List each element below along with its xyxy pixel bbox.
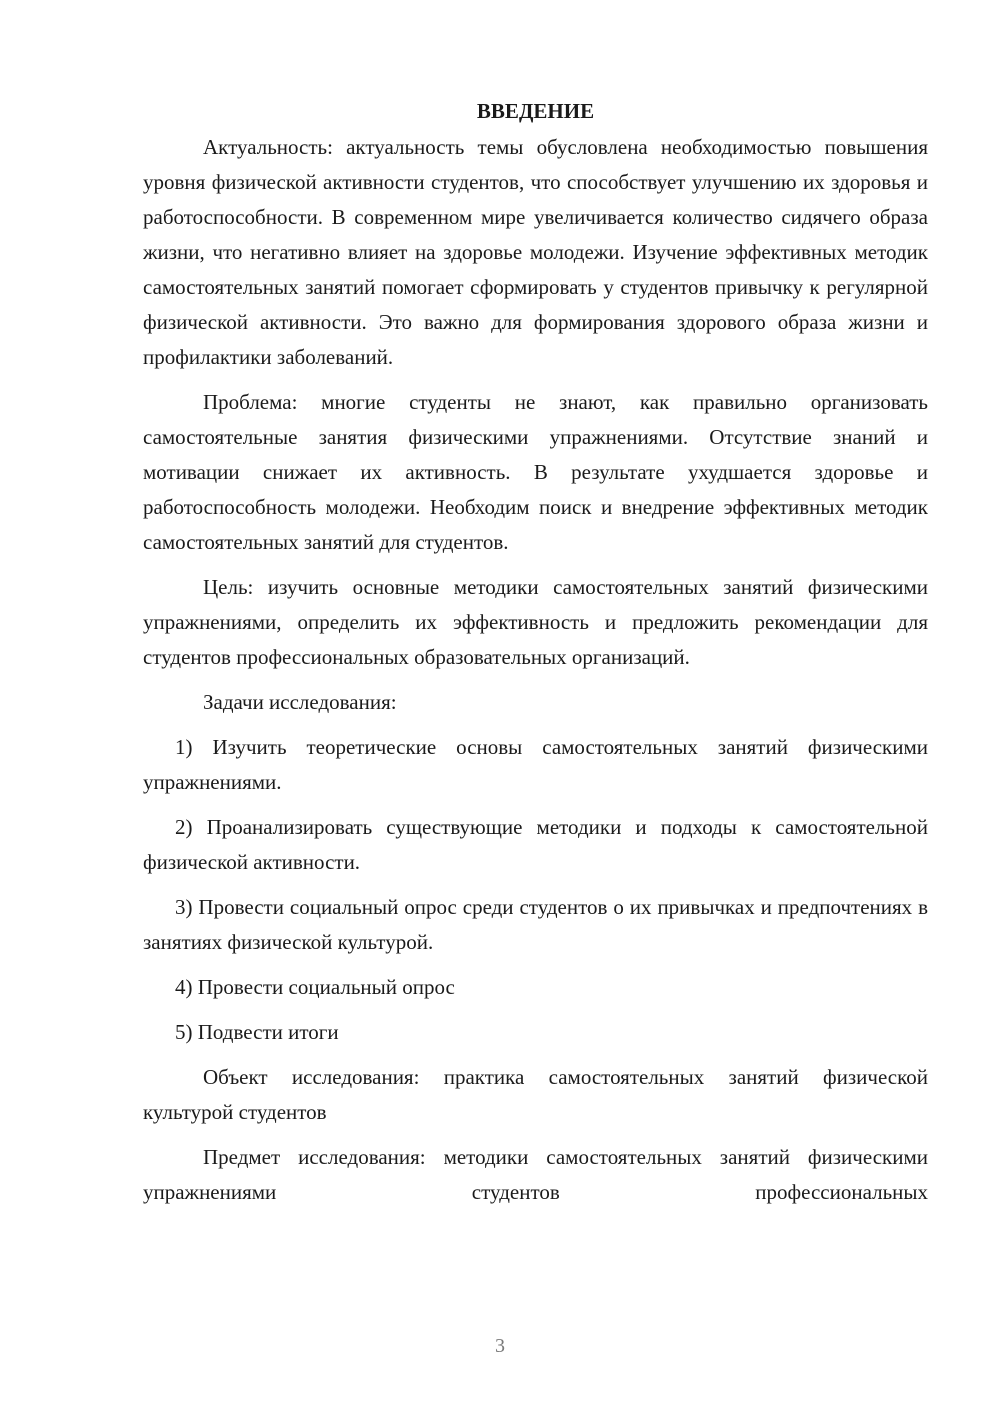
task-item-5: 5) Подвести итоги: [175, 1020, 339, 1044]
section-heading: ВВЕДЕНИЕ: [476, 99, 595, 123]
paragraph-goal: Цель: изучить основные методики самостоятельных занятий физическими упражнениями, определить их эффективность и предложить рекомендации для студентов профессиональных образовательных организаций.: [143, 575, 928, 669]
paragraph-problem: Проблема: многие студенты не знают, как правильно организовать самостоятельные занятия физическими упражнениями. Отсутствие знаний и мотивации снижает их активность. В результате ухудшается здоровье и работоспособность молодежи. Необходим поиск и внедрение эффективных методик самостоятельных занятий для студентов.: [143, 390, 928, 554]
paragraph-object: Объект исследования: практика самостоятельных занятий физической культурой студентов: [143, 1065, 928, 1124]
task-item-1: 1) Изучить теоретические основы самостоятельных занятий физическими упражнениями.: [143, 735, 928, 794]
page-number: 3: [495, 1335, 505, 1357]
document-page: [143, 96, 928, 1220]
paragraph-relevance: Актуальность: актуальность темы обусловлена необходимостью повышения уровня физической активности студентов, что способствует улучшению их здоровья и работоспособности. В современном мире увеличивается количество сидячего образа жизни, что негативно влияет на здоровье молодежи. Изучение эффективных методик самостоятельных занятий помогает сформировать у студентов привычку к регулярной физической активности. Это важно для формирования здорового образа жизни и профилактики заболеваний.: [143, 135, 928, 369]
paragraph-subject: Предмет исследования: методики самостоятельных занятий физическими упражнениями студентов профессиональных: [143, 1145, 928, 1204]
task-item-3: 3) Провести социальный опрос среди студентов о их привычках и предпочтениях в занятиях физической культурой.: [143, 895, 928, 954]
paragraph-tasks-intro: Задачи исследования:: [203, 690, 397, 714]
task-item-4: 4) Провести социальный опрос: [175, 975, 455, 999]
task-item-2: 2) Проанализировать существующие методики и подходы к самостоятельной физической активности.: [143, 815, 928, 874]
